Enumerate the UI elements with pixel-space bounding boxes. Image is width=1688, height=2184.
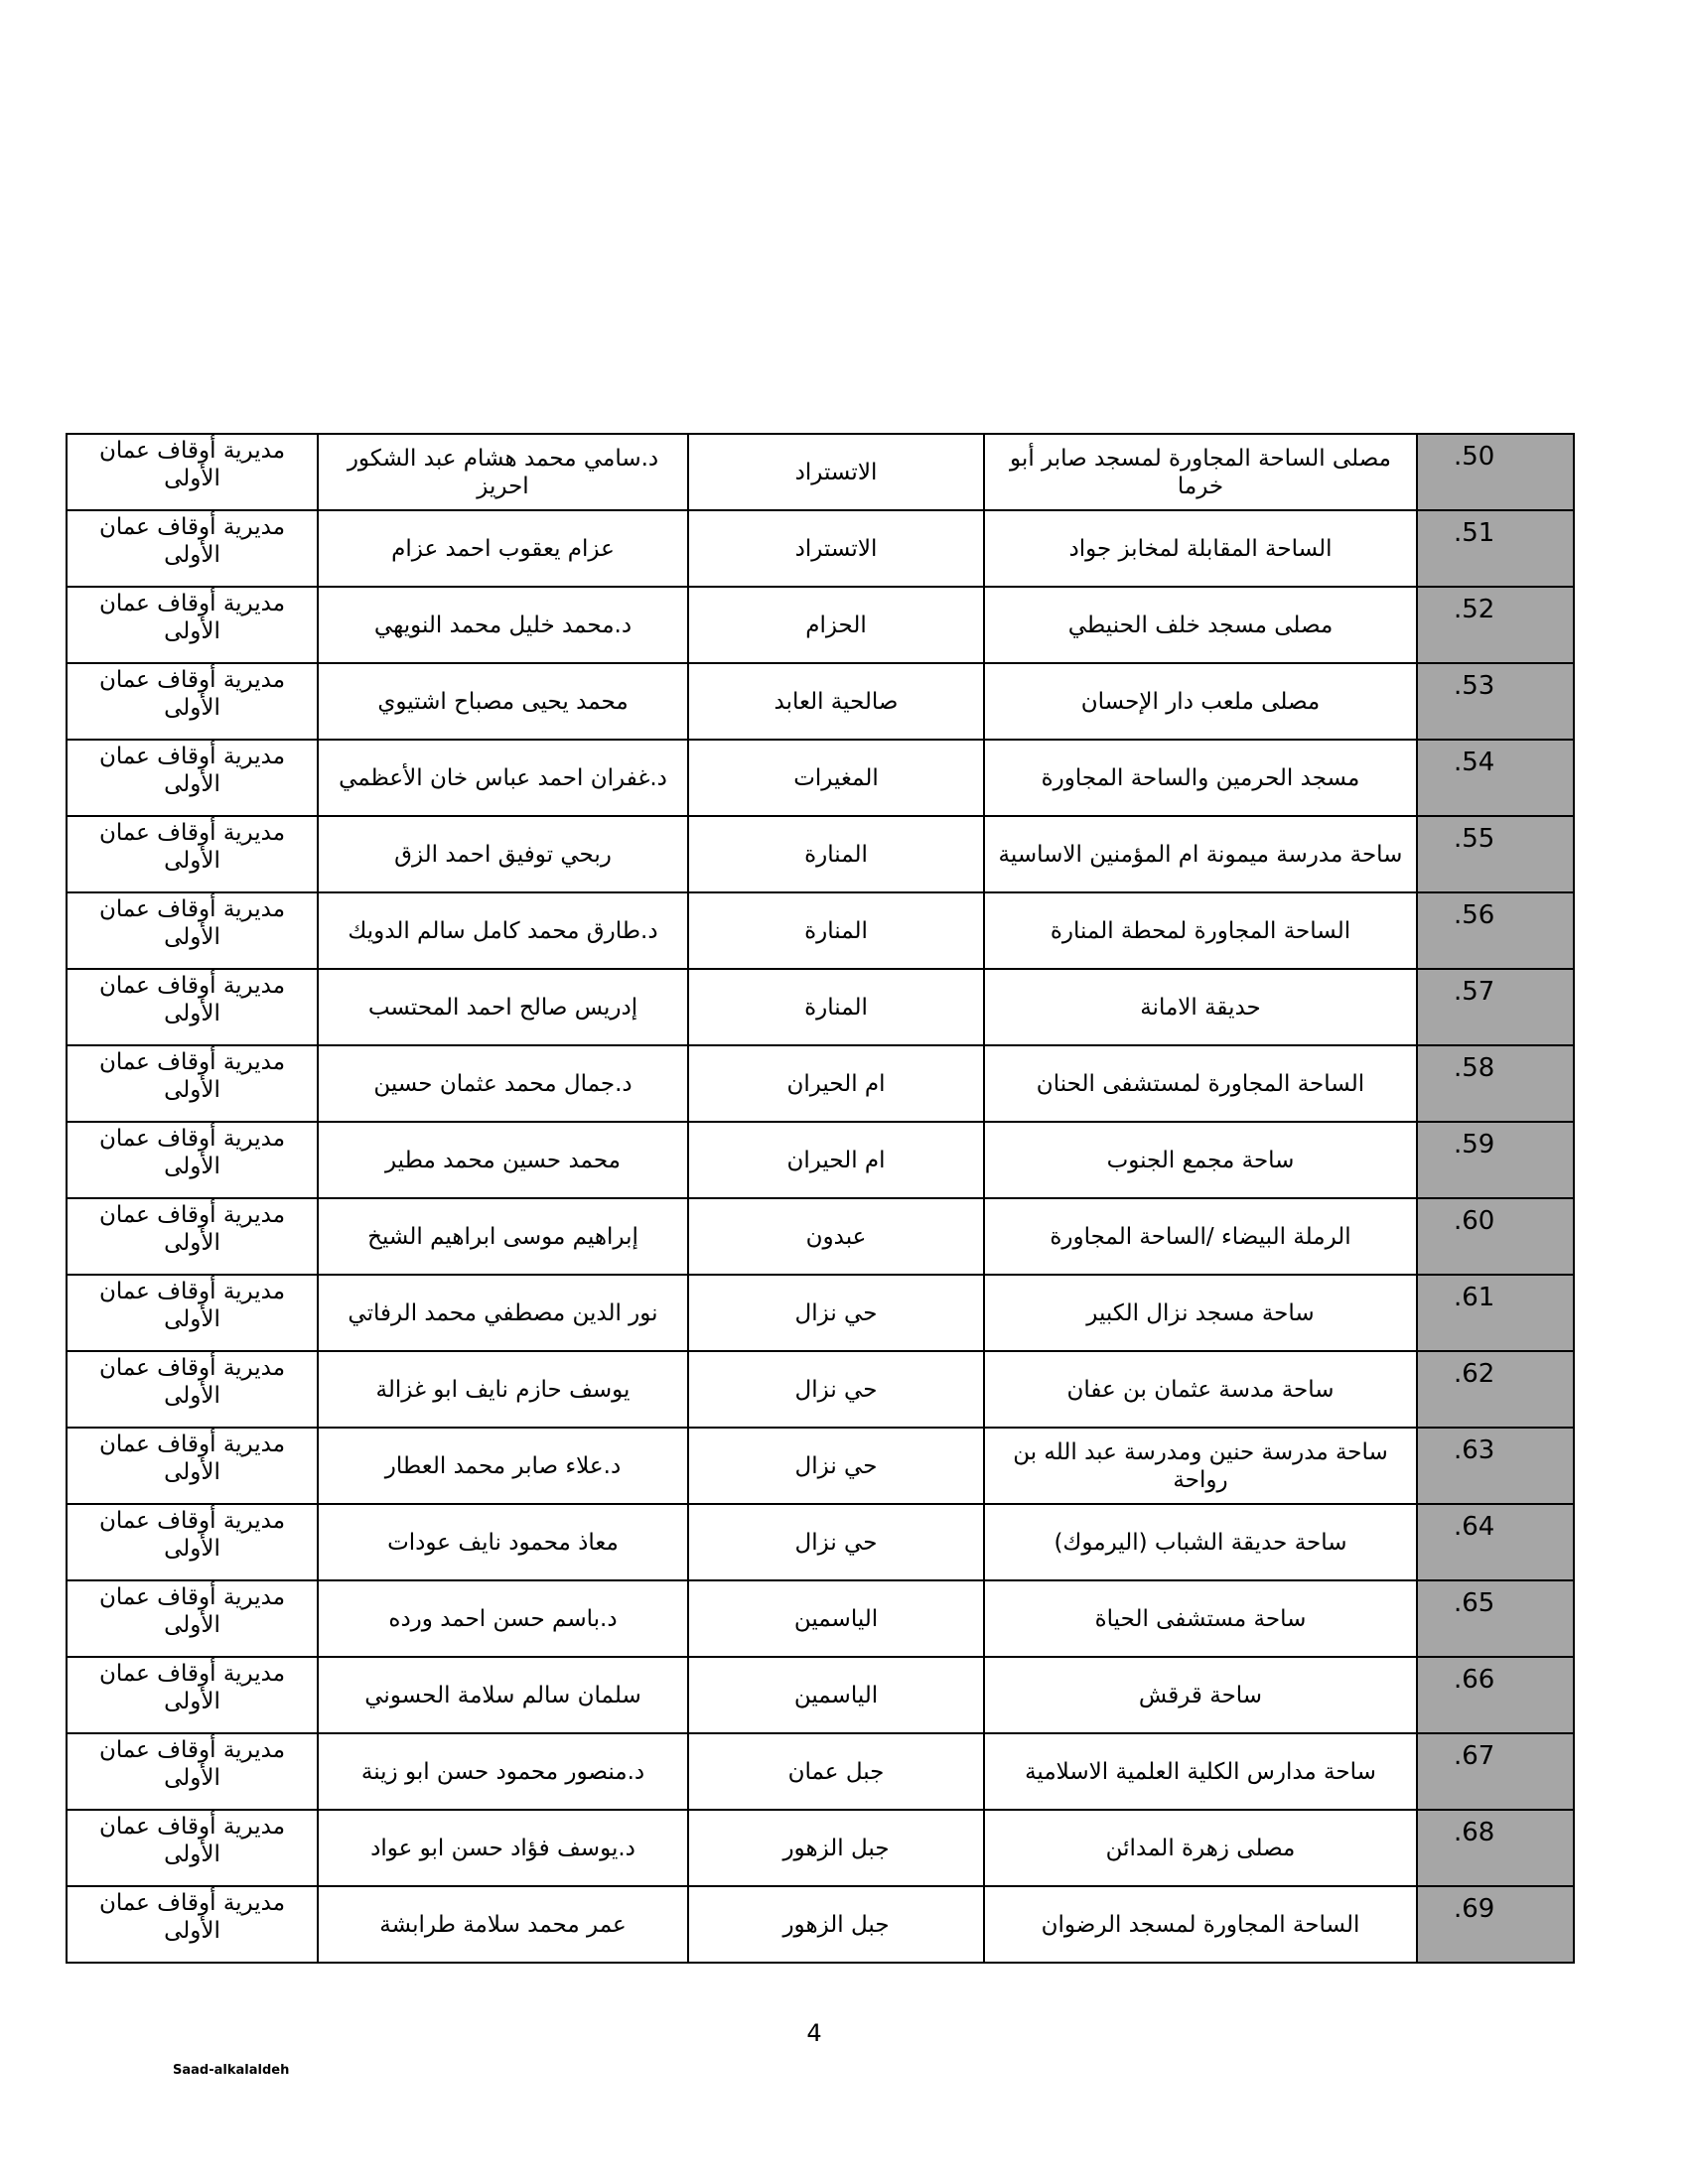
area-cell: ام الحيران <box>688 1122 984 1198</box>
prayer-location-cell: مصلى ملعب دار الإحسان <box>984 663 1417 740</box>
imam-name-cell: د.منصور محمود حسن ابو زينة <box>318 1733 688 1810</box>
prayer-location-cell: الرملة البيضاء /الساحة المجاورة <box>984 1198 1417 1275</box>
row-number-cell: .68 <box>1417 1810 1574 1886</box>
area-cell: الياسمين <box>688 1580 984 1657</box>
imam-name-cell: محمد يحيى مصباح اشتيوي <box>318 663 688 740</box>
directorate-cell: مديرية أوقاف عمان الأولى <box>67 1580 318 1657</box>
area-cell: حي نزال <box>688 1351 984 1428</box>
prayer-location-cell: ساحة قرقش <box>984 1657 1417 1733</box>
directorate-cell: مديرية أوقاف عمان الأولى <box>67 434 318 510</box>
table-row <box>67 1504 1574 1580</box>
directorate-cell: مديرية أوقاف عمان الأولى <box>67 1886 318 1963</box>
prayer-location-cell: ساحة مدارس الكلية العلمية الاسلامية <box>984 1733 1417 1810</box>
table-row <box>67 434 1574 510</box>
directorate-cell: مديرية أوقاف عمان الأولى <box>67 1198 318 1275</box>
imam-name-cell: يوسف حازم نايف ابو غزالة <box>318 1351 688 1428</box>
area-cell: عبدون <box>688 1198 984 1275</box>
table-row <box>67 1275 1574 1351</box>
imam-name-cell: د.سامي محمد هشام عبد الشكور احريز <box>318 434 688 510</box>
row-number-cell: .63 <box>1417 1428 1574 1504</box>
area-cell: جبل الزهور <box>688 1886 984 1963</box>
row-number-cell: .67 <box>1417 1733 1574 1810</box>
prayer-location-cell: ساحة مسجد نزال الكبير <box>984 1275 1417 1351</box>
directorate-cell: مديرية أوقاف عمان الأولى <box>67 1733 318 1810</box>
directorate-cell: مديرية أوقاف عمان الأولى <box>67 510 318 587</box>
row-number-cell: .69 <box>1417 1886 1574 1963</box>
table-row <box>67 1810 1574 1886</box>
imam-name-cell: د.باسم حسن احمد ورده <box>318 1580 688 1657</box>
row-number-cell: .51 <box>1417 510 1574 587</box>
row-number-cell: .52 <box>1417 587 1574 663</box>
prayer-location-cell: الساحة المجاورة لمحطة المنارة <box>984 892 1417 969</box>
prayer-location-cell: ساحة مدرسة حنين ومدرسة عبد الله بن رواحة <box>984 1428 1417 1504</box>
area-cell: صالحية العابد <box>688 663 984 740</box>
area-cell: جبل عمان <box>688 1733 984 1810</box>
area-cell: الاتستراد <box>688 434 984 510</box>
schedule-table <box>66 433 1575 1964</box>
directorate-cell: مديرية أوقاف عمان الأولى <box>67 816 318 892</box>
footer-author: Saad-alkalaldeh <box>173 2063 290 2078</box>
area-cell: ام الحيران <box>688 1045 984 1122</box>
page-number: 4 <box>806 2019 822 2047</box>
imam-name-cell: عمر محمد سلامة طرابشة <box>318 1886 688 1963</box>
directorate-cell: مديرية أوقاف عمان الأولى <box>67 740 318 816</box>
schedule-table-body <box>67 434 1574 1963</box>
prayer-location-cell: الساحة المقابلة لمخابز جواد <box>984 510 1417 587</box>
prayer-location-cell: مسجد الحرمين والساحة المجاورة <box>984 740 1417 816</box>
table-row <box>67 740 1574 816</box>
area-cell: حي نزال <box>688 1504 984 1580</box>
prayer-location-cell: مصلى زهرة المدائن <box>984 1810 1417 1886</box>
directorate-cell: مديرية أوقاف عمان الأولى <box>67 1122 318 1198</box>
directorate-cell: مديرية أوقاف عمان الأولى <box>67 1045 318 1122</box>
table-row <box>67 1122 1574 1198</box>
area-cell: الياسمين <box>688 1657 984 1733</box>
row-number-cell: .60 <box>1417 1198 1574 1275</box>
table-row <box>67 1351 1574 1428</box>
prayer-location-cell: مصلى الساحة المجاورة لمسجد صابر أبو خرما <box>984 434 1417 510</box>
imam-name-cell: إبراهيم موسى ابراهيم الشيخ <box>318 1198 688 1275</box>
row-number-cell: .50 <box>1417 434 1574 510</box>
prayer-location-cell: ساحة مستشفى الحياة <box>984 1580 1417 1657</box>
directorate-cell: مديرية أوقاف عمان الأولى <box>67 1504 318 1580</box>
prayer-location-cell: حديقة الامانة <box>984 969 1417 1045</box>
table-row <box>67 1733 1574 1810</box>
imam-name-cell: د.يوسف فؤاد حسن ابو عواد <box>318 1810 688 1886</box>
imam-name-cell: سلمان سالم سلامة الحسوني <box>318 1657 688 1733</box>
imam-name-cell: نور الدين مصطفي محمد الرفاتي <box>318 1275 688 1351</box>
table-row <box>67 892 1574 969</box>
directorate-cell: مديرية أوقاف عمان الأولى <box>67 587 318 663</box>
table-row <box>67 1886 1574 1963</box>
prayer-location-cell: ساحة مجمع الجنوب <box>984 1122 1417 1198</box>
table-row <box>67 1198 1574 1275</box>
imam-name-cell: د.علاء صابر محمد العطار <box>318 1428 688 1504</box>
table-row <box>67 1428 1574 1504</box>
area-cell: حي نزال <box>688 1275 984 1351</box>
area-cell: المغيرات <box>688 740 984 816</box>
row-number-cell: .64 <box>1417 1504 1574 1580</box>
table-row <box>67 587 1574 663</box>
area-cell: المنارة <box>688 969 984 1045</box>
row-number-cell: .56 <box>1417 892 1574 969</box>
directorate-cell: مديرية أوقاف عمان الأولى <box>67 1275 318 1351</box>
prayer-location-cell: ساحة مدرسة ميمونة ام المؤمنين الاساسية <box>984 816 1417 892</box>
table-row <box>67 816 1574 892</box>
table-row <box>67 1045 1574 1122</box>
row-number-cell: .62 <box>1417 1351 1574 1428</box>
imam-name-cell: معاذ محمود نايف عودات <box>318 1504 688 1580</box>
row-number-cell: .59 <box>1417 1122 1574 1198</box>
prayer-location-cell: الساحة المجاورة لمسجد الرضوان <box>984 1886 1417 1963</box>
row-number-cell: .57 <box>1417 969 1574 1045</box>
imam-name-cell: ربحي توفيق احمد الزق <box>318 816 688 892</box>
table-row <box>67 1657 1574 1733</box>
prayer-location-cell: الساحة المجاورة لمستشفى الحنان <box>984 1045 1417 1122</box>
prayer-location-cell: ساحة حديقة الشباب (اليرموك) <box>984 1504 1417 1580</box>
area-cell: حي نزال <box>688 1428 984 1504</box>
row-number-cell: .61 <box>1417 1275 1574 1351</box>
table-row <box>67 510 1574 587</box>
directorate-cell: مديرية أوقاف عمان الأولى <box>67 663 318 740</box>
area-cell: الحزام <box>688 587 984 663</box>
imam-name-cell: د.محمد خليل محمد النويهي <box>318 587 688 663</box>
row-number-cell: .53 <box>1417 663 1574 740</box>
directorate-cell: مديرية أوقاف عمان الأولى <box>67 892 318 969</box>
prayer-location-cell: مصلى مسجد خلف الحنيطي <box>984 587 1417 663</box>
area-cell: المنارة <box>688 816 984 892</box>
table-row <box>67 663 1574 740</box>
table-row <box>67 969 1574 1045</box>
directorate-cell: مديرية أوقاف عمان الأولى <box>67 1351 318 1428</box>
directorate-cell: مديرية أوقاف عمان الأولى <box>67 1810 318 1886</box>
imam-name-cell: عزام يعقوب احمد عزام <box>318 510 688 587</box>
imam-name-cell: محمد حسين محمد مطير <box>318 1122 688 1198</box>
prayer-location-cell: ساحة مدسة عثمان بن عفان <box>984 1351 1417 1428</box>
directorate-cell: مديرية أوقاف عمان الأولى <box>67 1657 318 1733</box>
imam-name-cell: د.غفران احمد عباس خان الأعظمي <box>318 740 688 816</box>
row-number-cell: .58 <box>1417 1045 1574 1122</box>
row-number-cell: .65 <box>1417 1580 1574 1657</box>
table-row <box>67 1580 1574 1657</box>
row-number-cell: .54 <box>1417 740 1574 816</box>
directorate-cell: مديرية أوقاف عمان الأولى <box>67 969 318 1045</box>
area-cell: جبل الزهور <box>688 1810 984 1886</box>
directorate-cell: مديرية أوقاف عمان الأولى <box>67 1428 318 1504</box>
row-number-cell: .66 <box>1417 1657 1574 1733</box>
area-cell: المنارة <box>688 892 984 969</box>
imam-name-cell: إدريس صالح احمد المحتسب <box>318 969 688 1045</box>
row-number-cell: .55 <box>1417 816 1574 892</box>
area-cell: الاتستراد <box>688 510 984 587</box>
imam-name-cell: د.جمال محمد عثمان حسين <box>318 1045 688 1122</box>
imam-name-cell: د.طارق محمد كامل سالم الدويك <box>318 892 688 969</box>
